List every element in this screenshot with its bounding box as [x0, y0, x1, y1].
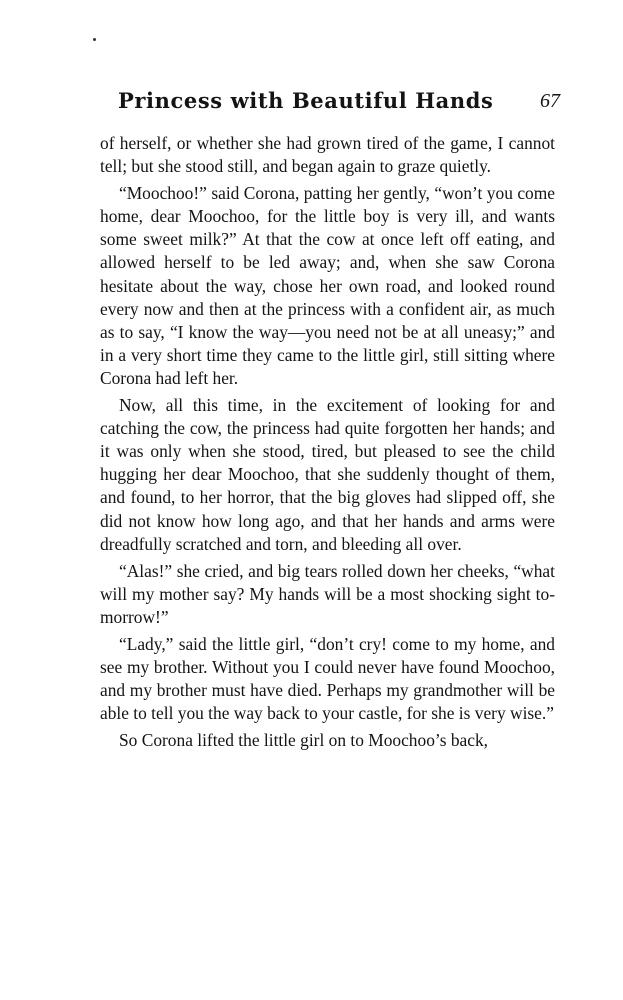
running-title: Princess with Beautiful Hands [118, 88, 494, 113]
paragraph: Now, all this time, in the excitement of looking for and catching the cow, the princess had quite forgotten her hands; and it was only when she stood, tired, but pleased to see the child hugging her dear Moochoo, that she suddenly thought of them, and found, to her horror, that the big gloves had slipped off, she did not know how long ago, and that her hands and arms were dreadfully scratched and torn, and bleeding all over. [100, 395, 555, 554]
print-speck [93, 38, 96, 41]
running-head [100, 88, 560, 118]
paragraph: “Lady,” said the little girl, “don’t cry! come to my home, and see my brother. Without you I could never have found Moochoo, and my brother must have died. Perhaps my grandmother will be able to tell you the way back to your castle, for she is very wise.” [100, 633, 555, 724]
paragraph: “Alas!” she cried, and big tears rolled down her cheeks, “what will my mother say? My hands will be a most shocking sight to-morrow!” [100, 560, 555, 627]
body-text [100, 132, 555, 752]
paragraph: So Corona lifted the little girl on to Moochoo’s back, [119, 730, 489, 751]
page-number: 67 [540, 90, 560, 112]
paragraph: “Moochoo!” said Corona, patting her gently, “won’t you come home, dear Moochoo, for the little boy is very ill, and wants some sweet milk?” At that the cow at once left off eating, and allowed herself to be led away; and, when she saw Corona hesitate about the way, chose her own road, and looked round every now and then at the princess with a confident air, as much as to say, “I know the way—you need not be at all uneasy;” and in a very short time they came to the little girl, still sitting where Corona had left her. [100, 183, 555, 388]
paragraph: of herself, or whether she had grown tired of the game, I cannot tell; but she stood still, and began again to graze quietly. [100, 133, 555, 177]
